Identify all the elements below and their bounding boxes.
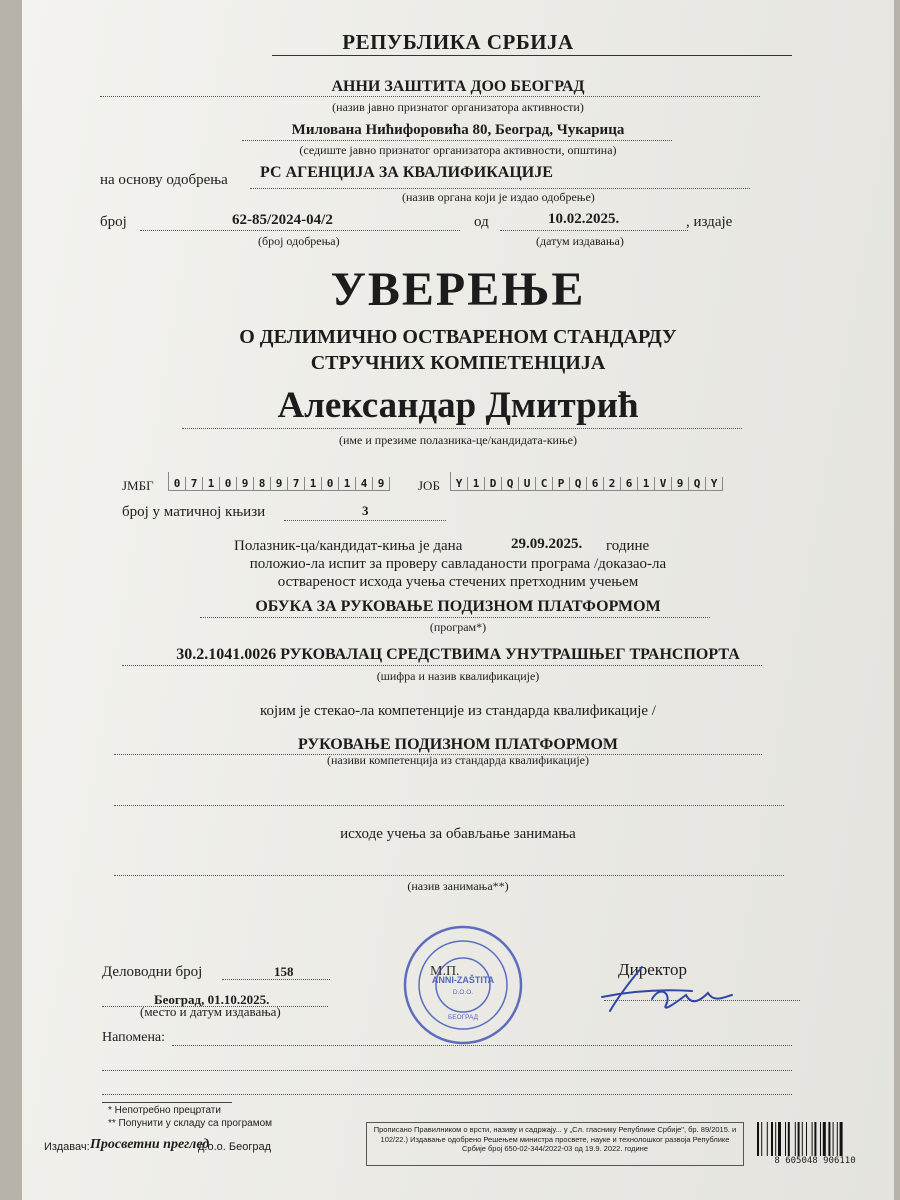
jmbg-label: ЈМБГ	[122, 478, 154, 493]
issue-date: 10.02.2025.	[548, 211, 620, 227]
notes-label: Напомена:	[102, 1030, 166, 1045]
publisher-name: Просветни преглед	[90, 1137, 210, 1152]
occupation-line	[114, 875, 784, 876]
occupation-caption: (назив занимања**)	[407, 879, 509, 893]
certificate-subtitle-2: СТРУЧНИХ КОМПЕТЕНЦИЈА	[310, 352, 606, 374]
barcode-bar	[837, 1122, 838, 1156]
competence-name: РУКОВАЊЕ ПОДИЗНОМ ПЛАТФОРМОМ	[297, 736, 618, 753]
approving-body-caption: (назив органа који је издао одобрење)	[402, 190, 595, 204]
stamp-sub-text: D.O.O.	[452, 989, 474, 996]
barcode-bar	[798, 1122, 800, 1156]
job-char: Y	[706, 477, 723, 490]
jmbg-digit: 1	[339, 477, 356, 490]
stamp-org-text: ANNI-ZAŠTITA	[431, 975, 495, 985]
exam-text-1-end: године	[606, 538, 650, 554]
program-line	[200, 617, 710, 618]
exam-text-2: положио-ла испит за проверу савладаности програма /доказао-ла	[249, 556, 667, 572]
approval-number: 62-85/2024-04/2	[232, 212, 333, 228]
qualification-line	[122, 665, 762, 666]
register-number: 3	[362, 503, 369, 518]
barcode-number: 8 605048 906110	[774, 1156, 856, 1166]
jmbg-digit: 7	[288, 477, 305, 490]
stamp-city-text: БЕОГРАД	[447, 1014, 479, 1021]
holder-name: Александар Дмитрић	[277, 385, 639, 426]
notes-line-1	[172, 1045, 792, 1046]
job-char: Y	[451, 477, 468, 490]
number-line	[140, 230, 460, 231]
job-char: V	[655, 477, 672, 490]
director-label: Директор	[618, 960, 687, 979]
jmbg-digit: 8	[254, 477, 271, 490]
job-char: Q	[689, 477, 706, 490]
registry-number: 158	[274, 964, 294, 979]
address-caption: (седиште јавно признатог организатора активности, општина)	[299, 143, 617, 157]
holder-name-caption: (име и презиме полазника-це/кандидата-киње)	[339, 433, 577, 447]
program-name: ОБУКА ЗА РУКОВАЊЕ ПОДИЗНОМ ПЛАТФОРМОМ	[255, 598, 661, 615]
job-char: C	[536, 477, 553, 490]
organizer-name: АННИ ЗАШТИТА ДОО БЕОГРАД	[331, 78, 585, 95]
job-char: 6	[587, 477, 604, 490]
organizer-line	[100, 96, 760, 97]
barcode-bar	[785, 1122, 786, 1156]
legal-notice-box: Прописано Правилником о врсти, називу и садржају... у „Сл. гласнику Републике Србије", бр. 89/2015. и 102/22.) Издавање одобрено Решењем министра просвете, науке и технолошког развоја Републике Србије број 650-02-344/2022-03 од 19.9. 2022. године	[366, 1122, 744, 1166]
jmbg-digit: 9	[237, 477, 254, 490]
notes-line-2	[102, 1070, 792, 1071]
barcode-bar	[802, 1122, 803, 1156]
exam-text-1: Полазник-ца/кандидат-киња је дана	[234, 538, 463, 554]
register-line	[284, 520, 446, 521]
competence-caption: (називи компетенција из стандарда квалификације)	[326, 753, 589, 767]
program-caption: (програм*)	[429, 620, 487, 634]
job-char: Q	[570, 477, 587, 490]
exam-text-3: оствареност исхода учења стечених претходним учењем	[277, 574, 639, 590]
job-char: 9	[672, 477, 689, 490]
barcode-bar	[761, 1122, 762, 1156]
certificate-subtitle-1: О ДЕЛИМИЧНО ОСТВАРЕНОМ СТАНДАРДУ	[239, 326, 677, 348]
issues-label: , издаје	[686, 214, 733, 230]
barcode-bar	[840, 1122, 843, 1156]
job-char: 6	[621, 477, 638, 490]
organization-stamp	[400, 922, 526, 1048]
from-label: од	[474, 214, 489, 230]
job-char: Q	[502, 477, 519, 490]
approving-body: РС АГЕНЦИЈА ЗА КВАЛИФИКАЦИЈЕ	[260, 164, 553, 181]
organizer-caption: (назив јавно признатог организатора активности)	[332, 100, 584, 114]
barcode-bar	[823, 1122, 826, 1156]
jmbg-digits	[168, 472, 390, 491]
job-char: 1	[468, 477, 485, 490]
job-char: 2	[604, 477, 621, 490]
barcode-bar	[778, 1122, 781, 1156]
jmbg-digit: 1	[203, 477, 220, 490]
barcode-bar	[775, 1122, 776, 1156]
qualification-name: 30.2.1041.0026 РУКОВАЛАЦ СРЕДСТВИМА УНУТРАШЊЕГ ТРАНСПОРТА	[176, 646, 740, 663]
approval-number-caption: (број одобрења)	[258, 234, 340, 248]
date-line	[500, 230, 688, 231]
registry-label: Деловодни број	[102, 964, 203, 980]
outcomes-text: исходе учења за обављање занимања	[340, 826, 576, 842]
job-label: ЈОБ	[418, 478, 440, 493]
holder-name-line	[182, 428, 742, 429]
register-label: број у матичној књизи	[122, 504, 266, 520]
jmbg-digit: 0	[169, 477, 186, 490]
barcode-bar	[828, 1122, 830, 1156]
jmbg-digit: 9	[271, 477, 288, 490]
jmbg-digit: 0	[322, 477, 339, 490]
director-signature	[582, 955, 782, 1025]
exam-date: 29.09.2025.	[511, 536, 583, 552]
jmbg-digit: 9	[373, 477, 390, 490]
jmbg-digit: 7	[186, 477, 203, 490]
jmbg-digit: 4	[356, 477, 373, 490]
place-date-caption: (место и датум издавања)	[140, 1004, 281, 1019]
barcode-bar	[814, 1122, 816, 1156]
barcode-bar	[788, 1122, 790, 1156]
job-chars	[450, 472, 723, 491]
barcode-bar	[757, 1122, 759, 1156]
job-char: D	[485, 477, 502, 490]
barcode-bar	[833, 1122, 834, 1156]
barcode-bar	[820, 1122, 821, 1156]
competence-text: којим је стекао-ла компетенције из стандарда квалификације /	[260, 703, 656, 719]
footnote-2: ** Попунити у складу са програмом	[108, 1118, 273, 1129]
barcode-bar	[795, 1122, 796, 1156]
notes-line-3	[102, 1094, 792, 1095]
number-label: број	[100, 214, 127, 230]
jmbg-digit: 0	[220, 477, 237, 490]
barcode-bar	[812, 1122, 813, 1156]
issue-date-caption: (датум издавања)	[536, 234, 624, 248]
certificate-sheet	[22, 0, 894, 1200]
certificate-title: УВЕРЕЊЕ	[330, 263, 586, 316]
mp-label: М.П.	[430, 964, 460, 979]
basis-line	[250, 188, 750, 189]
publisher-label: Издавач:	[44, 1141, 90, 1153]
address-line	[242, 140, 672, 141]
job-char: P	[553, 477, 570, 490]
publisher-suffix: д.о.о. Београд	[198, 1141, 271, 1153]
organizer-address: Милована Нићифоровића 80, Београд, Чукарица	[291, 122, 625, 138]
country-title: РЕПУБЛИКА СРБИЈА	[342, 30, 574, 54]
qualification-caption: (шифра и назив квалификације)	[376, 669, 540, 683]
footnote-rule	[102, 1102, 232, 1103]
jmbg-digit: 1	[305, 477, 322, 490]
job-char: U	[519, 477, 536, 490]
job-char: 1	[638, 477, 655, 490]
barcode-bar	[771, 1122, 773, 1156]
barcode	[755, 1122, 875, 1156]
basis-label: на основу одобрења	[100, 172, 228, 188]
country-underline	[272, 55, 792, 56]
barcode-bar	[767, 1122, 768, 1156]
place-date: Београд, 01.10.2025.	[154, 992, 270, 1007]
extra-line	[114, 805, 784, 806]
footnote-1: * Непотребно прецртати	[108, 1105, 221, 1116]
barcode-bar	[806, 1122, 807, 1156]
